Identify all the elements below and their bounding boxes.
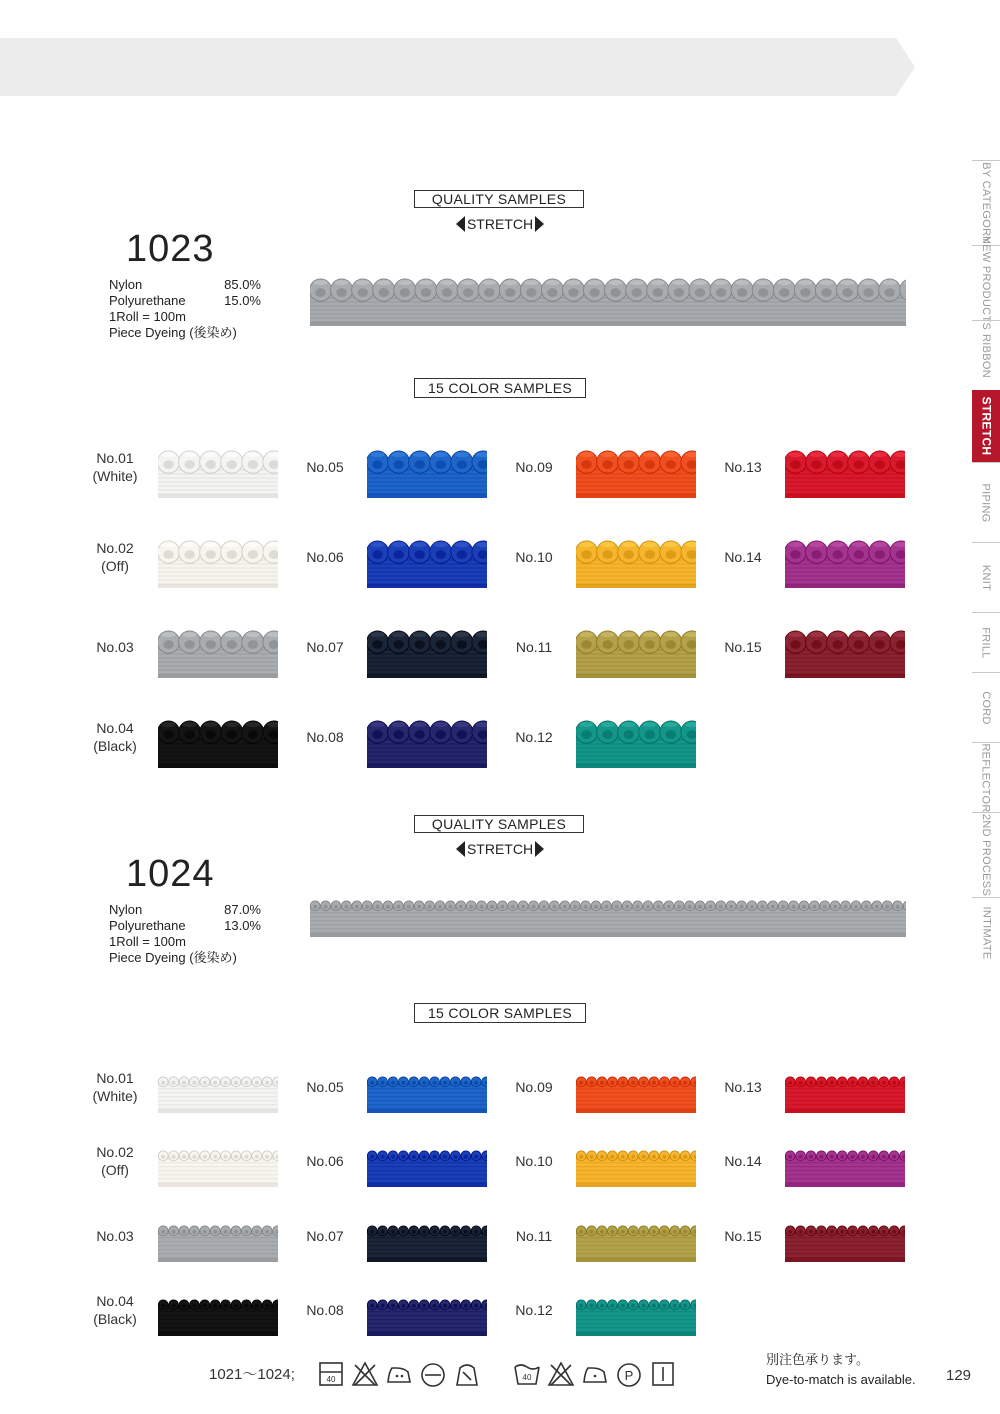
spec-percentage: 15.0% — [224, 293, 261, 308]
swatch-number: No.07 — [306, 1228, 344, 1244]
swatch-tape-no12 — [576, 1284, 696, 1336]
arrow-left-icon — [456, 841, 465, 857]
swatch-image — [785, 436, 905, 503]
roll-length: 1Roll = 100m — [109, 309, 186, 324]
sidebar-tab[interactable] — [972, 612, 1000, 672]
swatch-tape-no10 — [576, 526, 696, 588]
swatch-tape-no03 — [158, 1210, 278, 1262]
spec-row — [109, 277, 261, 293]
swatch-image — [158, 616, 278, 683]
arrow-right-icon — [535, 841, 544, 857]
swatch-tape-no13 — [785, 436, 905, 498]
no-bleach-icon — [350, 1360, 380, 1388]
swatch-label — [714, 1227, 772, 1245]
swatch-image — [367, 1284, 487, 1341]
swatch-image — [158, 1210, 278, 1267]
swatch-image — [785, 526, 905, 593]
wash-tub-40-icon — [512, 1360, 542, 1388]
stretch-label: STRETCH — [466, 841, 534, 857]
swatch-number: No.11 — [515, 1228, 553, 1244]
sidebar-tab-label: BY CATEGORY — [980, 162, 993, 244]
swatch-image — [576, 526, 696, 593]
swatch-label — [296, 1301, 354, 1319]
swatch-tape-no07 — [367, 616, 487, 678]
sidebar-tab-label: NEW PRODUCTS — [980, 235, 993, 331]
swatch-number: No.13 — [724, 1079, 762, 1095]
note-english: Dye-to-match is available. — [766, 1372, 916, 1387]
roll-length: 1Roll = 100m — [109, 934, 186, 949]
dyeing-method: Piece Dyeing (後染め) — [109, 325, 237, 340]
swatch-label — [296, 1227, 354, 1245]
swatch-tape-no06 — [367, 526, 487, 588]
swatch-image — [785, 1135, 905, 1192]
swatch-tape-no06 — [367, 1135, 487, 1187]
swatch-label — [505, 1301, 563, 1319]
product-specs — [109, 277, 269, 341]
svg-text:P: P — [624, 1368, 634, 1383]
swatch-number: No.09 — [515, 459, 553, 475]
iron-medium-icon — [384, 1360, 414, 1388]
swatch-number: No.15 — [724, 1228, 762, 1244]
quality-sample-tape — [310, 885, 906, 942]
swatch-label — [86, 638, 144, 656]
sidebar-tab[interactable] — [972, 235, 1000, 331]
sidebar-tab[interactable] — [972, 672, 1000, 742]
swatch-number: No.05 — [306, 459, 344, 475]
swatch-number: No.13 — [724, 459, 762, 475]
line-dry-icon — [648, 1360, 678, 1388]
quality-sample-image — [310, 264, 906, 326]
swatch-number: No.03 — [96, 639, 134, 655]
sidebar-tab[interactable] — [972, 542, 1000, 612]
swatch-label — [505, 1152, 563, 1170]
swatch-image — [576, 436, 696, 503]
wash-40-icon — [316, 1360, 346, 1388]
swatch-label — [86, 1292, 144, 1328]
swatch-number: No.12 — [515, 1302, 553, 1318]
swatch-image — [367, 526, 487, 593]
page-number: 129 — [946, 1367, 972, 1384]
swatch-tape-no05 — [367, 436, 487, 498]
dry-clean-icon — [418, 1360, 448, 1388]
swatch-label — [714, 638, 772, 656]
swatch-number: No.10 — [515, 549, 553, 565]
swatch-label — [86, 539, 144, 575]
care-range-label: 1021～1024; — [209, 1366, 295, 1383]
sidebar-tab-label: FRILL — [980, 626, 992, 659]
hang-dry-icon — [452, 1360, 482, 1388]
swatch-label — [505, 548, 563, 566]
swatch-number: No.01 — [96, 450, 134, 466]
swatch-image — [367, 1135, 487, 1192]
sidebar-tab-label: 2ND PROCESS — [980, 813, 992, 897]
swatch-image — [785, 1061, 905, 1118]
swatch-label — [86, 1069, 144, 1105]
swatch-tape-no07 — [367, 1210, 487, 1262]
swatch-image — [158, 706, 278, 773]
swatch-label — [505, 458, 563, 476]
swatch-number: No.11 — [515, 639, 553, 655]
swatch-label — [86, 719, 144, 755]
sidebar-tab[interactable] — [972, 897, 1000, 967]
swatch-label — [296, 728, 354, 746]
swatch-label — [86, 1227, 144, 1245]
spec-percentage: 87.0% — [224, 902, 261, 917]
sidebar-tab-label: INTIMATE — [980, 906, 993, 959]
sidebar-tab-label: KNIT — [979, 564, 992, 591]
swatch-image — [367, 706, 487, 773]
swatch-label — [505, 728, 563, 746]
swatch-tape-no11 — [576, 1210, 696, 1262]
swatch-image — [785, 616, 905, 683]
swatch-tape-no11 — [576, 616, 696, 678]
swatch-image — [576, 616, 696, 683]
swatch-number: No.12 — [515, 729, 553, 745]
swatch-number: No.03 — [96, 1228, 134, 1244]
swatch-label — [86, 1143, 144, 1179]
spec-row — [109, 293, 261, 309]
spec-material: Polyurethane — [109, 918, 186, 933]
swatch-image — [576, 706, 696, 773]
swatch-tape-no02 — [158, 1135, 278, 1187]
swatch-image — [158, 1061, 278, 1118]
sidebar-tab[interactable] — [972, 812, 1000, 897]
swatch-image — [158, 1284, 278, 1341]
swatch-number: No.14 — [724, 1153, 762, 1169]
stretch-indicator — [458, 214, 542, 234]
svg-text:40: 40 — [326, 1375, 336, 1384]
swatch-number: No.07 — [306, 639, 344, 655]
swatch-label — [296, 458, 354, 476]
swatch-number: No.05 — [306, 1079, 344, 1095]
swatch-label — [505, 638, 563, 656]
swatch-number: No.02 — [96, 1144, 134, 1160]
swatch-tape-no14 — [785, 1135, 905, 1187]
swatch-image — [367, 616, 487, 683]
swatch-tape-no02 — [158, 526, 278, 588]
swatch-number: No.06 — [306, 1153, 344, 1169]
quality-samples-label: QUALITY SAMPLES — [414, 815, 584, 833]
swatch-image — [785, 1210, 905, 1267]
swatch-number: No.02 — [96, 540, 134, 556]
dry-clean-p-icon — [614, 1360, 644, 1388]
swatch-label — [714, 1152, 772, 1170]
spec-material: Nylon — [109, 277, 143, 292]
sidebar-tab-label: STRETCH — [979, 396, 993, 456]
quality-sample-image — [310, 885, 906, 937]
swatch-tape-no10 — [576, 1135, 696, 1187]
stretch-label: STRETCH — [466, 216, 534, 232]
swatch-image — [158, 1135, 278, 1192]
swatch-tape-no08 — [367, 1284, 487, 1336]
swatch-image — [576, 1284, 696, 1341]
svg-text:40: 40 — [522, 1373, 532, 1382]
swatch-tape-no09 — [576, 436, 696, 498]
sidebar-tab[interactable] — [972, 160, 1000, 245]
swatch-color-name: (Off) — [101, 1162, 129, 1178]
sidebar-tab[interactable] — [972, 390, 1000, 462]
swatch-number: No.10 — [515, 1153, 553, 1169]
swatch-label — [296, 638, 354, 656]
swatch-tape-no01 — [158, 1061, 278, 1113]
no-bleach-icon — [546, 1360, 576, 1388]
swatch-label — [714, 1078, 772, 1096]
swatch-number: No.08 — [306, 1302, 344, 1318]
swatch-label — [296, 1152, 354, 1170]
swatch-color-name: (White) — [92, 1088, 138, 1104]
care-symbols — [316, 1360, 482, 1388]
product-specs — [109, 902, 269, 966]
swatch-image — [367, 436, 487, 503]
swatch-number: No.14 — [724, 549, 762, 565]
swatch-image — [576, 1061, 696, 1118]
sidebar-tab-label: PIPING — [980, 482, 992, 523]
swatch-tape-no12 — [576, 706, 696, 768]
iron-low-icon — [580, 1360, 610, 1388]
swatch-tape-no05 — [367, 1061, 487, 1113]
swatch-tape-no15 — [785, 616, 905, 678]
stretch-indicator — [458, 839, 542, 859]
swatch-label — [296, 1078, 354, 1096]
dye-to-match-note — [766, 1350, 916, 1390]
swatch-tape-no03 — [158, 616, 278, 678]
swatch-tape-no01 — [158, 436, 278, 498]
swatch-number: No.08 — [306, 729, 344, 745]
arrow-right-icon — [535, 216, 544, 232]
swatch-label — [714, 458, 772, 476]
swatch-image — [367, 1210, 487, 1267]
swatch-tape-no04 — [158, 706, 278, 768]
swatch-tape-no08 — [367, 706, 487, 768]
swatch-label — [86, 449, 144, 485]
swatch-image — [158, 526, 278, 593]
swatch-number: No.01 — [96, 1070, 134, 1086]
swatch-number: No.09 — [515, 1079, 553, 1095]
swatch-label — [714, 548, 772, 566]
product-code: 1024 — [126, 853, 215, 895]
header-banner — [0, 38, 915, 96]
spec-row — [109, 918, 261, 934]
sidebar-tab[interactable] — [972, 462, 1000, 542]
dyeing-method: Piece Dyeing (後染め) — [109, 950, 237, 965]
note-japanese: 別注色承ります。 — [766, 1352, 869, 1367]
swatch-number: No.04 — [96, 720, 134, 736]
swatch-tape-no14 — [785, 526, 905, 588]
sidebar-tab[interactable] — [972, 742, 1000, 812]
quality-sample-tape — [310, 264, 906, 331]
arrow-left-icon — [456, 216, 465, 232]
sidebar-tab-label: CORD — [980, 690, 992, 725]
quality-samples-label: QUALITY SAMPLES — [414, 190, 584, 208]
swatch-tape-no09 — [576, 1061, 696, 1113]
swatch-color-name: (Black) — [93, 738, 137, 754]
color-samples-label: 15 COLOR SAMPLES — [414, 378, 586, 398]
spec-material: Polyurethane — [109, 293, 186, 308]
swatch-image — [576, 1210, 696, 1267]
sidebar-tab-label: RIBBON — [980, 333, 993, 378]
care-symbols-secondary — [512, 1360, 678, 1388]
swatch-color-name: (Off) — [101, 558, 129, 574]
swatch-number: No.06 — [306, 549, 344, 565]
swatch-number: No.04 — [96, 1293, 134, 1309]
swatch-label — [505, 1078, 563, 1096]
swatch-image — [367, 1061, 487, 1118]
swatch-tape-no15 — [785, 1210, 905, 1262]
swatch-image — [576, 1135, 696, 1192]
color-samples-label: 15 COLOR SAMPLES — [414, 1003, 586, 1023]
spec-percentage: 85.0% — [224, 277, 261, 292]
spec-percentage: 13.0% — [224, 918, 261, 933]
sidebar-tab-label: REFLECTOR — [980, 742, 992, 813]
spec-material: Nylon — [109, 902, 143, 917]
swatch-number: No.15 — [724, 639, 762, 655]
swatch-image — [158, 436, 278, 503]
swatch-label — [296, 548, 354, 566]
sidebar-tab[interactable] — [972, 320, 1000, 390]
swatch-color-name: (Black) — [93, 1311, 137, 1327]
swatch-color-name: (White) — [92, 468, 138, 484]
swatch-label — [505, 1227, 563, 1245]
swatch-tape-no13 — [785, 1061, 905, 1113]
spec-row — [109, 902, 261, 918]
product-code: 1023 — [126, 228, 215, 270]
swatch-tape-no04 — [158, 1284, 278, 1336]
